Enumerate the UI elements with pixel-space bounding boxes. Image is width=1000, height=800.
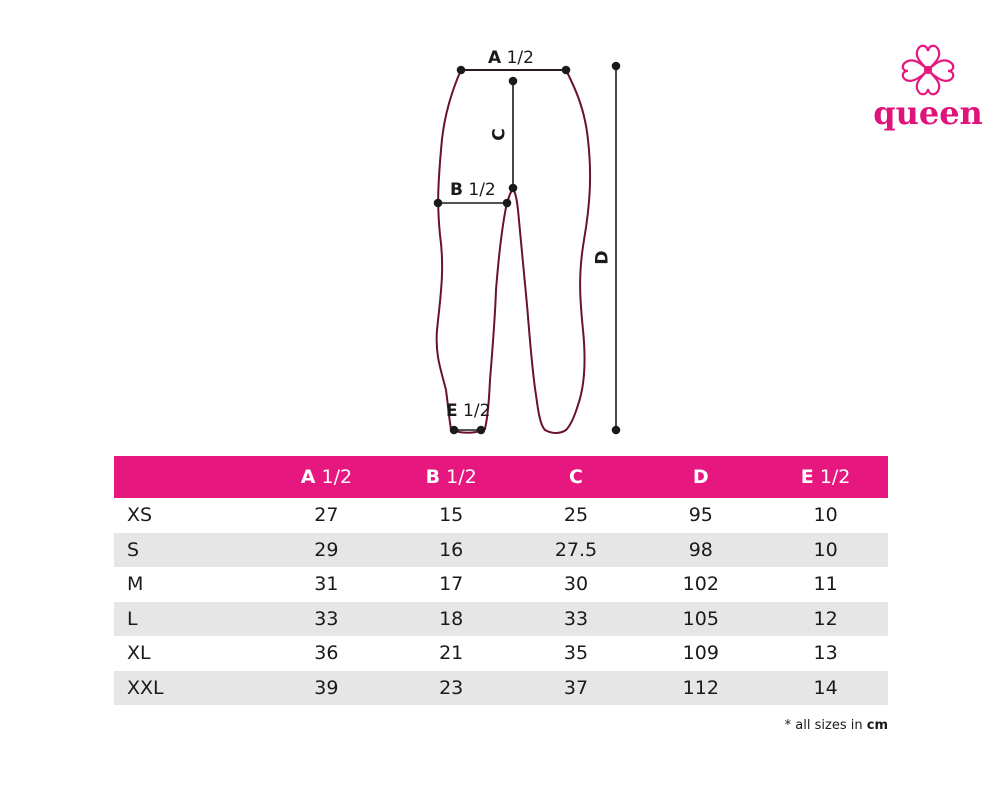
cell-e: 10 [813, 538, 838, 561]
cell-d: 112 [682, 676, 719, 699]
cell-a: 29 [314, 538, 339, 561]
cell-e: 13 [813, 642, 838, 665]
table-row [114, 567, 888, 602]
label-b-half [450, 182, 496, 199]
table-row [114, 533, 888, 568]
clover-heart-icon [868, 40, 988, 100]
label-c [489, 128, 510, 141]
table-row [114, 671, 888, 706]
measure-dot [563, 67, 570, 74]
cell-c: 35 [563, 642, 589, 665]
cell-b: 18 [439, 607, 464, 630]
cell-b: 16 [439, 538, 464, 561]
cell-b: 21 [439, 642, 464, 665]
header-size [114, 456, 264, 498]
cell-e: 14 [813, 676, 838, 699]
measure-dot [435, 200, 442, 207]
header-a-half: A 1/2 [300, 466, 353, 488]
measure-dot [613, 427, 620, 434]
cell-d: 102 [682, 573, 719, 596]
table-header-row [114, 456, 888, 498]
label-e-half [446, 403, 490, 420]
size-label: S [127, 538, 140, 561]
table-row [114, 636, 888, 671]
table-row [114, 602, 888, 637]
size-label: XS [127, 504, 153, 527]
cell-e: 12 [813, 607, 838, 630]
footnote-unit: cm [866, 718, 888, 733]
label-b-fraction: 1/2 [468, 180, 496, 200]
brand-name: queen [873, 94, 983, 132]
cell-a: 33 [314, 607, 339, 630]
size-label: XXL [127, 676, 164, 699]
cell-a: 39 [314, 676, 339, 699]
cell-b: 23 [439, 676, 464, 699]
label-c-letter: C [489, 128, 510, 141]
cell-b: 17 [439, 573, 464, 596]
cell-c: 30 [563, 573, 589, 596]
brand-logo [868, 40, 988, 140]
measure-dot [613, 63, 620, 70]
label-b-letter: B [450, 180, 463, 200]
cell-e: 11 [813, 573, 838, 596]
cell-c: 37 [563, 676, 589, 699]
cell-a: 31 [314, 573, 339, 596]
size-chart-table [114, 456, 888, 705]
cell-d: 105 [682, 607, 719, 630]
cell-a: 36 [314, 642, 339, 665]
measurement-lines [435, 63, 620, 434]
measure-dot [510, 78, 517, 85]
cell-d: 95 [688, 504, 713, 527]
label-d [592, 250, 613, 265]
size-label: L [127, 607, 138, 630]
header-e-half: E 1/2 [800, 466, 851, 488]
cell-d: 98 [688, 538, 713, 561]
header-b-half: B 1/2 [425, 466, 477, 488]
cell-e: 10 [813, 504, 838, 527]
size-label: M [127, 573, 144, 596]
label-d-letter: D [592, 250, 613, 265]
footnote-prefix: * all sizes in [784, 718, 867, 733]
measure-dot [510, 185, 517, 192]
header-d: D [692, 466, 709, 488]
size-label: XL [127, 642, 151, 665]
label-e-letter: E [446, 401, 458, 421]
label-e-fraction: 1/2 [463, 401, 491, 421]
measure-dot [504, 200, 511, 207]
cell-c: 25 [563, 504, 589, 527]
measure-dot [478, 427, 485, 434]
label-a-fraction: 1/2 [506, 48, 534, 68]
measure-dot [458, 67, 465, 74]
table-row [114, 498, 888, 533]
header-c: C [569, 466, 583, 488]
label-a-letter: A [488, 48, 502, 68]
units-footnote [700, 718, 888, 733]
cell-a: 27 [314, 504, 339, 527]
cell-d: 109 [682, 642, 719, 665]
measure-dot [451, 427, 458, 434]
cell-c: 33 [563, 607, 589, 630]
cell-b: 15 [439, 504, 464, 527]
label-a-half [488, 50, 534, 67]
cell-c: 27.5 [554, 538, 598, 561]
